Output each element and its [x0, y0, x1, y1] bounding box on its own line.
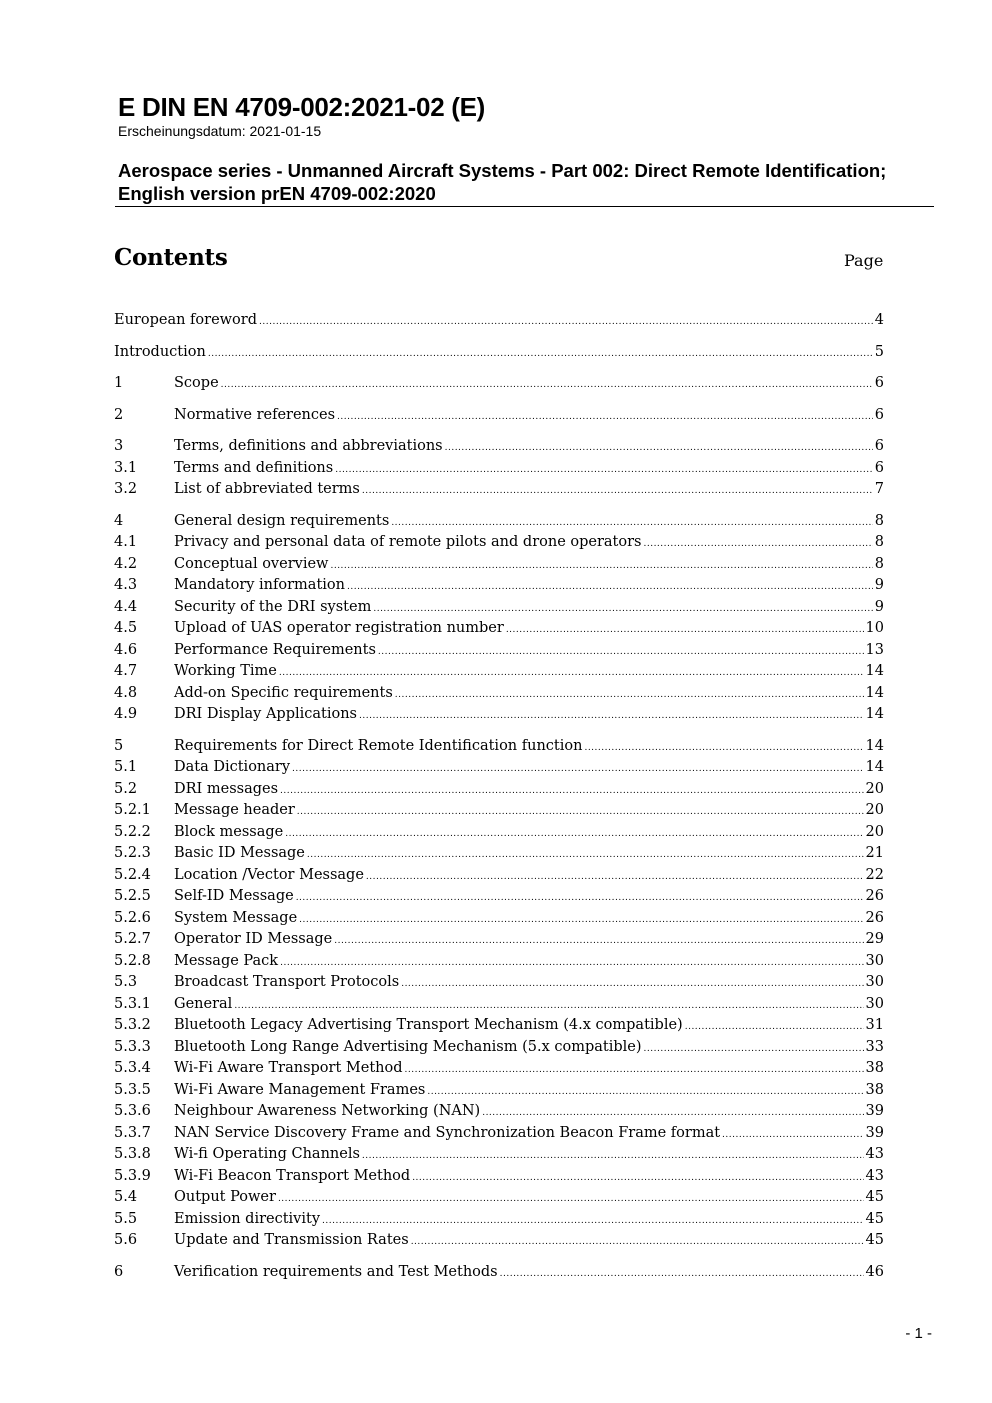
- toc-dot-leader: [412, 1168, 863, 1190]
- toc-entry[interactable]: [114, 683, 884, 705]
- toc-entry-title: Security of the DRI system: [174, 598, 372, 615]
- toc-dot-leader: [359, 706, 864, 728]
- toc-entry-title: Performance Requirements: [174, 641, 376, 658]
- toc-entry[interactable]: [114, 436, 884, 458]
- toc-entry-page: 14: [865, 737, 884, 754]
- toc-entry-page: 9: [874, 598, 884, 615]
- toc-entry-title: Message header: [174, 802, 295, 818]
- toc-entry-page: 14: [865, 684, 884, 701]
- toc-entry[interactable]: [114, 1037, 884, 1059]
- toc-entry-title: DRI messages: [174, 780, 279, 797]
- toc-entry-page: 38: [865, 1060, 884, 1076]
- toc-dot-leader: [347, 577, 873, 599]
- toc-entry-page: 6: [874, 406, 884, 423]
- toc-dot-leader: [685, 1017, 864, 1039]
- toc-dot-leader: [259, 312, 873, 334]
- toc-entry-number: 5.3.6: [114, 1103, 151, 1119]
- toc-entry-number: 5.1: [114, 759, 138, 775]
- toc-dot-leader: [482, 1103, 863, 1125]
- toc-entry-number: 4.5: [114, 620, 138, 636]
- toc-dot-leader: [643, 534, 872, 556]
- toc-entry-page: 8: [874, 555, 884, 572]
- toc-entry-title: DRI Display Applications: [174, 706, 357, 722]
- toc-dot-leader: [292, 759, 864, 781]
- toc-dot-leader: [411, 1232, 864, 1254]
- toc-entry-page: 45: [865, 1232, 884, 1248]
- toc-entry-page: 14: [865, 663, 884, 679]
- toc-entry-number: 6: [114, 1263, 124, 1280]
- toc-dot-leader: [322, 1211, 864, 1233]
- toc-dot-leader: [278, 1189, 864, 1211]
- toc-entry[interactable]: [114, 800, 884, 822]
- toc-entry[interactable]: [114, 757, 884, 779]
- document-id: E DIN EN 4709-002:2021-02 (E): [118, 92, 486, 122]
- toc-entry-page: 6: [874, 459, 884, 476]
- toc-entry[interactable]: [114, 929, 884, 951]
- toc-dot-leader: [362, 481, 873, 503]
- toc-entry-number: 1: [114, 375, 124, 391]
- toc-entry-title: Verification requirements and Test Methods: [174, 1263, 498, 1280]
- toc-entry[interactable]: [114, 1230, 884, 1252]
- toc-entry-page: 43: [865, 1146, 884, 1162]
- toc-entry-number: 5.2.1: [114, 802, 151, 818]
- toc-entry-title: General: [174, 995, 233, 1012]
- toc-entry-page: 22: [865, 866, 884, 883]
- toc-entry[interactable]: [114, 779, 884, 801]
- toc-entry[interactable]: [114, 597, 884, 619]
- toc-dot-leader: [362, 1146, 864, 1168]
- toc-entry[interactable]: [114, 951, 884, 973]
- toc-entry-number: 3: [114, 438, 124, 454]
- toc-entry-number: 5.2.7: [114, 931, 151, 947]
- toc-entry-number: 3.2: [114, 481, 138, 497]
- toc-entry-number: 5.3.4: [114, 1060, 151, 1076]
- toc-entry-number: 4.8: [114, 684, 138, 701]
- toc-entry[interactable]: [114, 1080, 884, 1102]
- toc-entry-page: 13: [865, 641, 884, 658]
- toc-dot-leader: [722, 1125, 864, 1147]
- toc-entry-number: 5.2.8: [114, 952, 151, 969]
- toc-entry-title: Message Pack: [174, 952, 279, 969]
- toc-entry[interactable]: [114, 1209, 884, 1231]
- toc-dot-leader: [373, 599, 872, 621]
- toc-entry-number: 4: [114, 512, 124, 529]
- toc-entry-page: 6: [874, 438, 884, 454]
- toc-entry[interactable]: [114, 736, 884, 758]
- toc-dot-leader: [280, 781, 864, 803]
- toc-entry-number: 5.2: [114, 780, 138, 797]
- toc-dot-leader: [395, 685, 864, 707]
- toc-entry-number: 4.1: [114, 534, 138, 550]
- contents-heading: Contents: [114, 244, 228, 271]
- toc-dot-leader: [234, 996, 863, 1018]
- toc-entry-page: 45: [865, 1210, 884, 1227]
- toc-entry-title: Neighbour Awareness Networking (NAN): [174, 1103, 481, 1119]
- toc-entry-page: 14: [865, 706, 884, 722]
- toc-entry-page: 8: [874, 512, 884, 529]
- toc-entry[interactable]: [114, 1015, 884, 1037]
- toc-entry-number: 5.3.9: [114, 1167, 151, 1184]
- toc-entry-page: 21: [865, 845, 884, 861]
- toc-entry[interactable]: [114, 1262, 884, 1284]
- toc-entry[interactable]: [114, 532, 884, 554]
- page-number: - 1 -: [905, 1325, 932, 1342]
- toc-dot-leader: [405, 1060, 864, 1082]
- toc-entry-title: Self-ID Message: [174, 888, 294, 904]
- toc-dot-leader: [445, 438, 873, 460]
- toc-dot-leader: [221, 375, 873, 397]
- toc-entry-title: Output Power: [174, 1189, 276, 1205]
- toc-dot-leader: [335, 460, 873, 482]
- toc-dot-leader: [584, 738, 863, 760]
- toc-entry-number: 4.2: [114, 555, 138, 572]
- toc-dot-leader: [307, 845, 864, 867]
- toc-entry-page: 39: [865, 1124, 884, 1141]
- toc-entry-number: 5.3: [114, 974, 138, 990]
- toc-entry-number: 5.6: [114, 1232, 138, 1248]
- toc-dot-leader: [378, 642, 864, 664]
- toc-dot-leader: [427, 1082, 863, 1104]
- toc-dot-leader: [208, 344, 873, 366]
- publication-date: Erscheinungsdatum: 2021-01-15: [118, 123, 322, 139]
- toc-entry-page: 45: [865, 1189, 884, 1205]
- toc-entry-number: 5.2.4: [114, 866, 151, 883]
- toc-dot-leader: [337, 407, 873, 429]
- toc-entry-number: 3.1: [114, 459, 138, 476]
- toc-entry-page: 29: [865, 931, 884, 947]
- toc-entry-number: 4.7: [114, 663, 138, 679]
- toc-entry-title: Wi-Fi Beacon Transport Method: [174, 1167, 411, 1184]
- toc-entry-number: 5.3.1: [114, 995, 151, 1012]
- toc-dot-leader: [330, 556, 872, 578]
- toc-entry[interactable]: [114, 310, 884, 332]
- toc-entry-title: Normative references: [174, 406, 336, 423]
- toc-entry-title: Emission directivity: [174, 1210, 321, 1227]
- toc-entry[interactable]: [114, 972, 884, 994]
- toc-entry-number: 5.4: [114, 1189, 138, 1205]
- toc-entry-title: European foreword: [114, 312, 258, 328]
- toc-entry-page: 14: [865, 759, 884, 775]
- toc-entry-title: Basic ID Message: [174, 845, 305, 861]
- toc-dot-leader: [500, 1264, 864, 1286]
- toc-dot-leader: [280, 953, 863, 975]
- document-title: Aerospace series - Unmanned Aircraft Systems - Part 002: Direct Remote Identification; English version prEN 4709-002:2020: [118, 160, 887, 204]
- toc-entry[interactable]: [114, 704, 884, 726]
- toc-entry-number: 4.3: [114, 577, 138, 593]
- toc-entry[interactable]: [114, 458, 884, 480]
- toc-entry[interactable]: [114, 1058, 884, 1080]
- toc-entry[interactable]: [114, 618, 884, 640]
- toc-dot-leader: [299, 910, 863, 932]
- toc-entry[interactable]: [114, 1166, 884, 1188]
- toc-entry-page: 26: [865, 888, 884, 904]
- toc-entry-number: 5.3.7: [114, 1124, 151, 1141]
- toc-entry-title: Requirements for Direct Remote Identification function: [174, 737, 583, 754]
- toc-entry-page: 20: [865, 823, 884, 840]
- toc-entry[interactable]: [114, 1187, 884, 1209]
- toc-entry-page: 8: [874, 534, 884, 550]
- toc-entry-number: 5.2.2: [114, 823, 151, 840]
- toc-entry-title: Block message: [174, 823, 284, 840]
- toc-entry-title: Working Time: [174, 663, 277, 679]
- toc-dot-leader: [644, 1039, 864, 1061]
- toc-entry-number: 5.3.2: [114, 1017, 151, 1033]
- toc-entry-page: 9: [874, 577, 884, 593]
- toc-entry-page: 20: [865, 780, 884, 797]
- toc-entry-page: 38: [865, 1081, 884, 1098]
- toc-entry[interactable]: [114, 1144, 884, 1166]
- toc-entry[interactable]: [114, 886, 884, 908]
- toc-entry[interactable]: [114, 1101, 884, 1123]
- toc-entry-page: 7: [874, 481, 884, 497]
- toc-dot-leader: [506, 620, 864, 642]
- toc-entry[interactable]: [114, 865, 884, 887]
- toc-entry-page: 33: [865, 1038, 884, 1055]
- toc-entry-page: 30: [865, 995, 884, 1012]
- toc-entry-page: 26: [865, 909, 884, 926]
- toc-entry-page: 31: [865, 1017, 884, 1033]
- toc-entry-number: 5.2.3: [114, 845, 151, 861]
- toc-entry-number: 2: [114, 406, 124, 423]
- toc-entry[interactable]: [114, 661, 884, 683]
- toc-entry-number: 4.9: [114, 706, 138, 722]
- toc-entry-title: Upload of UAS operator registration number: [174, 620, 504, 636]
- toc-entry-number: 5.2.5: [114, 888, 151, 904]
- toc-entry-title: Terms, definitions and abbreviations: [174, 438, 443, 454]
- toc-entry-page: 46: [865, 1263, 884, 1280]
- toc-entry-title: System Message: [174, 909, 298, 926]
- toc-entry-number: 5.5: [114, 1210, 138, 1227]
- toc-entry-title: Introduction: [114, 343, 206, 360]
- toc-entry-number: 5: [114, 737, 124, 754]
- toc-entry-title: Add-on Specific requirements: [174, 684, 393, 701]
- toc-entry[interactable]: [114, 373, 884, 395]
- toc-entry-title: Wi-Fi Aware Transport Method: [174, 1060, 403, 1076]
- toc-entry[interactable]: [114, 575, 884, 597]
- toc-entry[interactable]: [114, 822, 884, 844]
- toc-entry[interactable]: [114, 908, 884, 930]
- toc-entry-number: 5.3.3: [114, 1038, 151, 1055]
- toc-entry-number: 4.4: [114, 598, 138, 615]
- toc-entry-title: Wi-fi Operating Channels: [174, 1146, 360, 1162]
- toc-entry-page: 4: [874, 312, 884, 328]
- toc-entry-title: Wi-Fi Aware Management Frames: [174, 1081, 426, 1098]
- toc-entry[interactable]: [114, 843, 884, 865]
- toc-entry-title: List of abbreviated terms: [174, 481, 360, 497]
- header-divider: [115, 206, 934, 207]
- toc-entry[interactable]: [114, 342, 884, 364]
- toc-entry-page: 39: [865, 1103, 884, 1119]
- toc-entry-page: 43: [865, 1167, 884, 1184]
- toc-entry[interactable]: [114, 1123, 884, 1145]
- toc-entry[interactable]: [114, 640, 884, 662]
- toc-entry-number: 4.6: [114, 641, 138, 658]
- toc-entry-title: NAN Service Discovery Frame and Synchronization Beacon Frame format: [174, 1124, 721, 1141]
- toc-entry[interactable]: [114, 405, 884, 427]
- toc-entry-title: Privacy and personal data of remote pilots and drone operators: [174, 534, 642, 550]
- toc-dot-leader: [391, 513, 872, 535]
- toc-entry-page: 30: [865, 974, 884, 990]
- toc-entry-page: 30: [865, 952, 884, 969]
- toc-entry-page: 5: [874, 343, 884, 360]
- page-column-label: Page: [844, 251, 884, 270]
- toc-entry-title: Scope: [174, 375, 219, 391]
- toc-entry-number: 5.3.5: [114, 1081, 151, 1098]
- toc-dot-leader: [285, 824, 863, 846]
- toc-dot-leader: [279, 663, 864, 685]
- toc-entry-number: 5.2.6: [114, 909, 151, 926]
- toc-entry-title: Update and Transmission Rates: [174, 1232, 409, 1248]
- toc-entry-page: 20: [865, 802, 884, 818]
- toc-entry[interactable]: [114, 994, 884, 1016]
- toc-entry-page: 10: [865, 620, 884, 636]
- toc-entry-page: 6: [874, 375, 884, 391]
- toc-entry-title: Operator ID Message: [174, 931, 333, 947]
- toc-dot-leader: [296, 888, 864, 910]
- toc-entry-title: Conceptual overview: [174, 555, 329, 572]
- toc-dot-leader: [297, 802, 864, 824]
- toc-dot-leader: [334, 931, 863, 953]
- toc-entry-title: General design requirements: [174, 512, 390, 529]
- toc-entry-title: Data Dictionary: [174, 759, 291, 775]
- toc-entry-title: Broadcast Transport Protocols: [174, 974, 400, 990]
- toc-entry-number: 5.3.8: [114, 1146, 151, 1162]
- toc-entry-title: Mandatory information: [174, 577, 345, 593]
- toc-entry-title: Bluetooth Long Range Advertising Mechanism (5.x compatible): [174, 1038, 642, 1055]
- toc-entry[interactable]: [114, 554, 884, 576]
- toc-dot-leader: [366, 867, 864, 889]
- table-of-contents: [114, 310, 884, 1283]
- toc-entry-title: Terms and definitions: [174, 459, 334, 476]
- toc-entry[interactable]: [114, 479, 884, 501]
- toc-entry-title: Bluetooth Legacy Advertising Transport Mechanism (4.x compatible): [174, 1017, 683, 1033]
- toc-dot-leader: [401, 974, 863, 996]
- toc-entry[interactable]: [114, 511, 884, 533]
- toc-entry-title: Location /Vector Message: [174, 866, 364, 883]
